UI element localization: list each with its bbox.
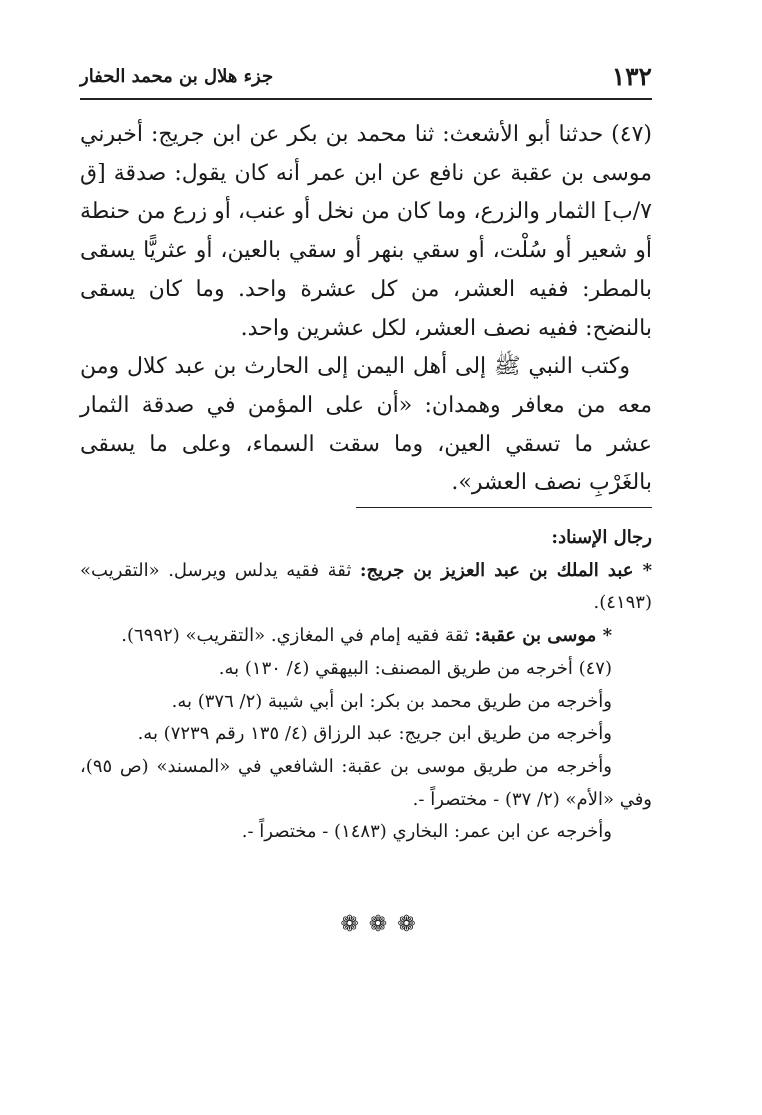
page-number: ١٣٢ [611, 62, 652, 91]
note-item [80, 620, 652, 653]
ornament-divider: ❁❁❁ [340, 912, 426, 937]
note-term: * عبد الملك بن عبد العزيز بن جريج: [359, 559, 652, 581]
note-item [80, 751, 652, 816]
main-text [80, 116, 652, 503]
note-item [80, 686, 652, 719]
note-text: ثقة فقيه إمام في المغازي. «التقريب» (٦٩٩٢). [121, 625, 475, 647]
footnote-separator [356, 507, 652, 508]
note-text: ثقة فقيه يدلس ويرسل. «التقريب» (٤١٩٣). [80, 559, 652, 614]
note-item [80, 555, 652, 620]
running-title: جزء هلال بن محمد الحفار [80, 66, 274, 87]
page-header [80, 62, 652, 100]
note-term: * موسى بن عقبة: [474, 625, 612, 647]
note-text: (٤٧) أخرجه من طريق المصنف: البيهقي (٤/ ١٣٠) به. [218, 657, 612, 679]
note-text: وأخرجه من طريق موسى بن عقبة: الشافعي في «المسند» (ص ٩٥)، وفي «الأم» (٢/ ٣٧) - مختصراً -. [80, 755, 652, 810]
note-text: وأخرجه من طريق محمد بن بكر: ابن أبي شيبة (٢/ ٣٧٦) به. [171, 690, 612, 712]
note-text: وأخرجه من طريق ابن جريج: عبد الرزاق (٤/ ١٣٥ رقم ٧٢٣٩) به. [137, 723, 612, 745]
note-item [80, 718, 652, 751]
hadith-paragraph: (٤٧) حدثنا أبو الأشعث: ثنا محمد بن بكر عن ابن جريج: أخبرني موسى بن عقبة عن نافع عن ابن عمر أنه كان يقول: صدقة [ق ٧/ب] الثمار والزرع، وما كان من نخل أو عنب، أو زرع من حنطة أو شعير أو سُلْت، أو سقي بنهر أو سقي بالعين، أو عثريًّا يسقى بالمطر: ففيه العشر، من كل عشرة واحد. وما كان يسقى بالنضح: ففيه نصف العشر، لكل عشرين واحد. [80, 122, 652, 341]
hadith-paragraph: وكتب النبي ﷺ إلى أهل اليمن إلى الحارث بن عبد كلال ومن معه من معافر وهمدان: «أن على المؤمن في صدقة الثمار عشر ما تسقي العين، وما سقت السماء، وعلى ما يسقى بالغَرْبِ نصف العشر». [80, 354, 652, 496]
note-item [80, 653, 652, 686]
notes-heading: رجال الإسناد: [551, 527, 652, 548]
note-item [80, 816, 652, 849]
footnotes [80, 522, 652, 849]
note-text: وأخرجه عن ابن عمر: البخاري (١٤٨٣) - مختصراً -. [241, 821, 612, 843]
